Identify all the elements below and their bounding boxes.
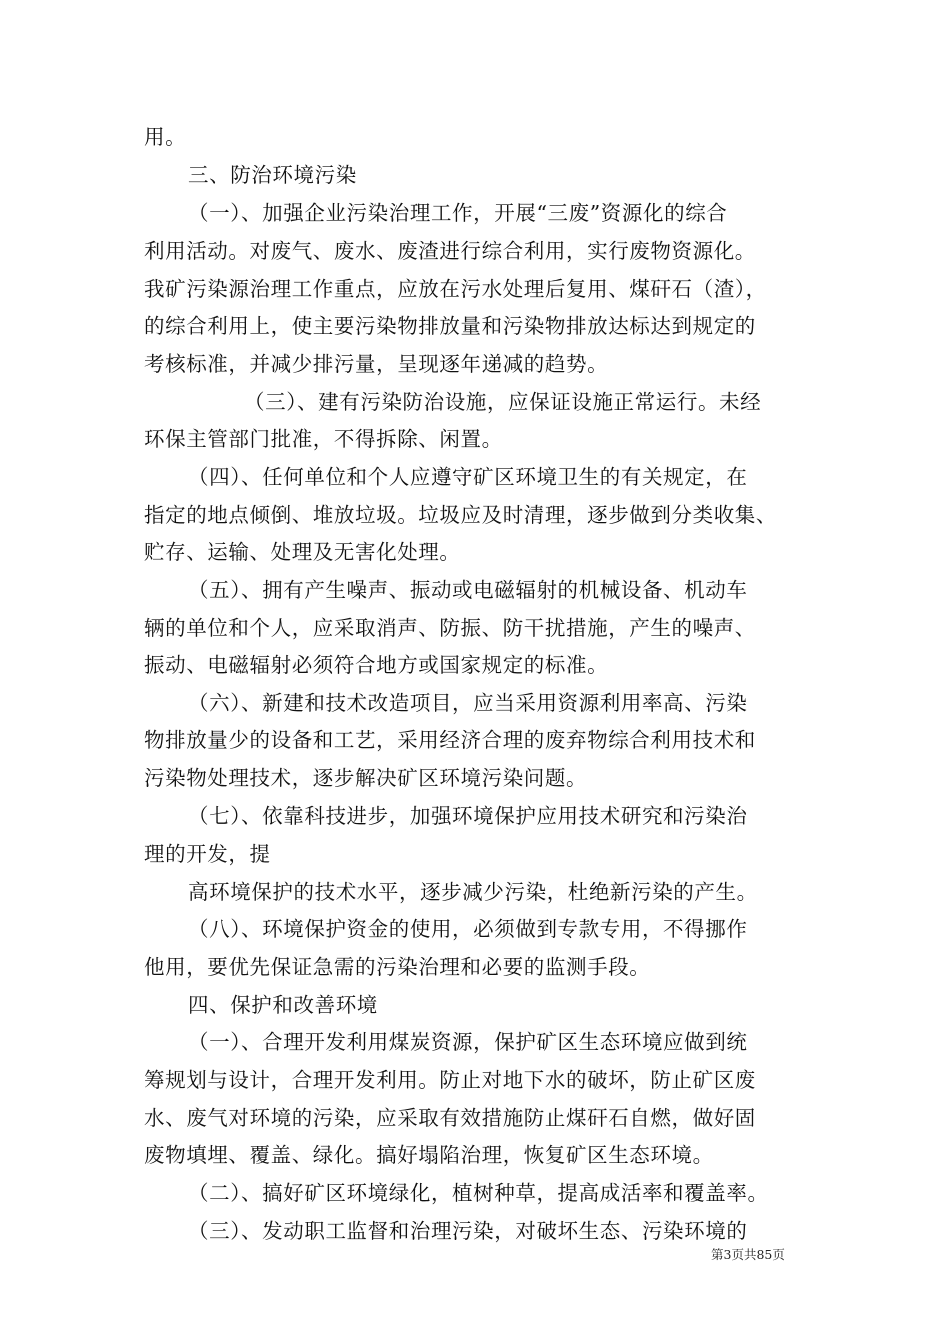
text-line: 物排放量少的设备和工艺，采用经济合理的废弃物综合利用技术和 [144, 728, 756, 752]
text-line: 考核标准，并减少排污量，呈现逐年递减的趋势。 [144, 352, 609, 376]
text-line: 振动、电磁辐射必须符合地方或国家规定的标准。 [144, 653, 609, 677]
section-heading: 四、保护和改善环境 [188, 993, 378, 1017]
text-line: （一）、加强企业污染治理工作，开展“三废”资源化的综合 [188, 201, 728, 225]
text-line: 高环境保护的技术水平，逐步减少污染，杜绝新污染的产生。 [188, 880, 758, 904]
text-line: （六）、新建和技术改造项目，应当采用资源利用率高、污染 [188, 691, 748, 715]
text-line: 他用，要优先保证急需的污染治理和必要的监测手段。 [144, 955, 651, 979]
text-line: 废物填埋、覆盖、绿化。搞好塌陷治理，恢复矿区生态环境。 [144, 1143, 714, 1167]
text-line: （三）、发动职工监督和治理污染，对破坏生态、污染环境的 [188, 1219, 748, 1243]
text-line: 筹规划与设计，合理开发利用。防止对地下水的破坏，防止矿区废 [144, 1068, 756, 1092]
text-line: （三）、建有污染防治设施，应保证设施正常运行。未经 [244, 390, 762, 414]
text-line: 我矿污染源治理工作重点，应放在污水处理后复用、煤矸石（渣）， [144, 277, 767, 301]
text-line: （一）、合理开发利用煤炭资源，保护矿区生态环境应做到统 [188, 1030, 748, 1054]
text-line: 指定的地点倾倒、堆放垃圾。垃圾应及时清理，逐步做到分类收集、 [144, 503, 777, 527]
text-line: （八）、环境保护资金的使用，必须做到专款专用，不得挪作 [188, 917, 748, 941]
section-heading: 三、防治环境污染 [188, 163, 357, 187]
text-line: 贮存、运输、处理及无害化处理。 [144, 540, 461, 564]
text-line: （二）、搞好矿区环境绿化，植树种草，提高成活率和覆盖率。 [188, 1181, 769, 1205]
text-line: 环保主管部门批准，不得拆除、闲置。 [144, 427, 503, 451]
text-line: 理的开发，提 [144, 842, 271, 866]
text-line: 用。 [144, 125, 187, 149]
text-line: 的综合利用上，使主要污染物排放量和污染物排放达标达到规定的 [144, 314, 756, 338]
text-line: （五）、拥有产生噪声、振动或电磁辐射的机械设备、机动车 [188, 578, 748, 602]
text-line: 辆的单位和个人，应采取消声、防振、防干扰措施，产生的噪声、 [144, 616, 756, 640]
text-line: （四）、任何单位和个人应遵守矿区环境卫生的有关规定，在 [188, 465, 748, 489]
text-line: 水、废气对环境的污染，应采取有效措施防止煤矸石自燃，做好固 [144, 1106, 756, 1130]
page-number: 第3页共85页 [711, 1247, 785, 1262]
text-line: （七）、依靠科技进步，加强环境保护应用技术研究和污染治 [188, 804, 748, 828]
text-line: 利用活动。对废气、废水、废渣进行综合利用，实行废物资源化。 [144, 239, 756, 263]
text-line: 污染物处理技术，逐步解决矿区环境污染问题。 [144, 766, 588, 790]
